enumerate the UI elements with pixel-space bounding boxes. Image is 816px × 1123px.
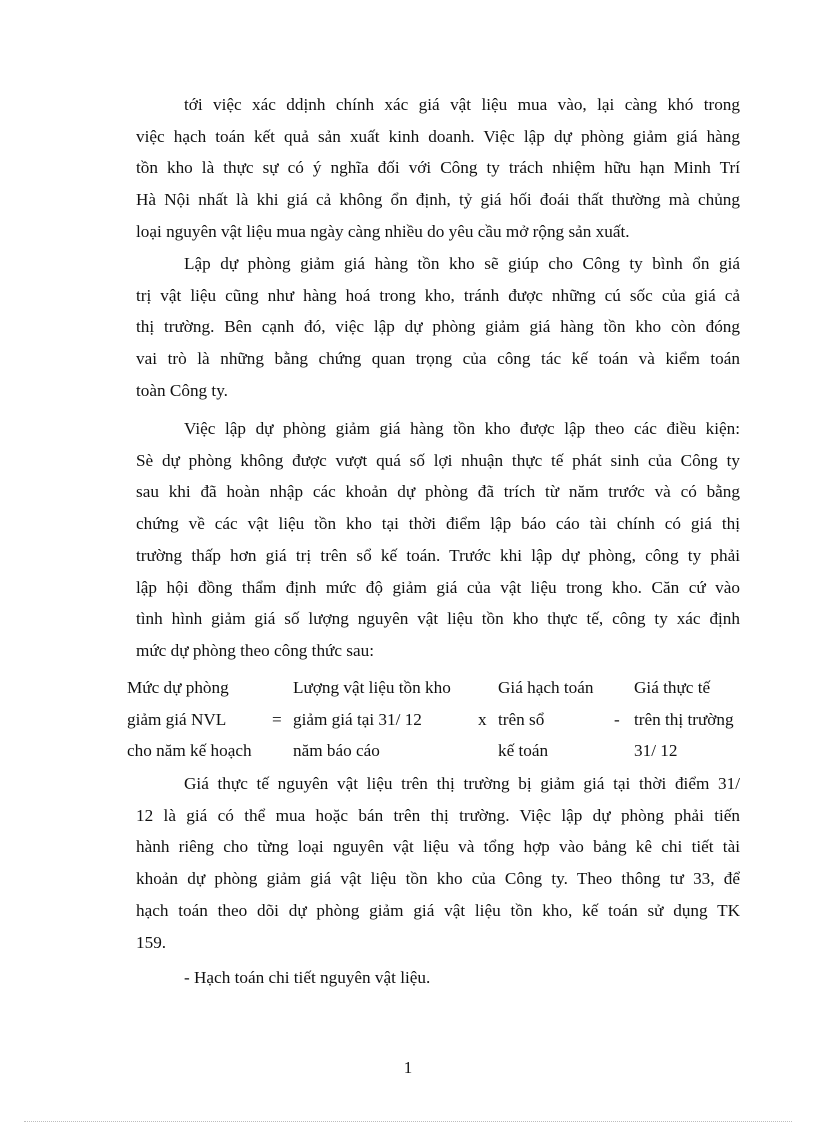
text-line: trị vật liệu cũng như hàng hoá trong kho, tránh được những cú sốc của giá cả (136, 285, 740, 305)
text-line: hành riêng cho từng loại nguyên vật liệu và tổng hợp vào bảng kê chi tiết tài (136, 837, 740, 857)
formula-term3-line: trên thị trường (634, 709, 734, 729)
paragraph-3 (136, 413, 740, 667)
text-line: Hà Nội nhất là khi giá cả không ổn định, tỷ giá hối đoái thất thường mà chủng (136, 190, 740, 210)
text-line: loại nguyên vật liệu mua ngày càng nhiều do yêu cầu mở rộng sản xuất. (136, 221, 630, 241)
text-line: lập hội đồng thẩm định mức độ giảm giá của vật liệu trong kho. Căn cứ vào (136, 577, 740, 597)
text-line: chứng về các vật liệu tồn kho tại thời điểm lập báo cáo tài chính có giá thị (136, 514, 740, 534)
text-line: 12 là giá có thể mua hoặc bán trên thị trường. Việc lập dự phòng phải tiến (136, 805, 740, 825)
text-line: sau khi đã hoàn nhập các khoản dự phòng đã trích từ năm trước và có bằng (136, 482, 740, 502)
text-line: Giá thực tế nguyên vật liệu trên thị trường bị giảm giá tại thời điểm 31/ (184, 774, 740, 793)
text-line: tồn kho là thực sự có ý nghĩa đối với Công ty trách nhiệm hữu hạn Minh Trí (136, 158, 740, 178)
formula-term3-line: Giá thực tế (634, 678, 711, 697)
text-line: Lập dự phòng giảm giá hàng tồn kho sẽ giúp cho Công ty bình ổn giá (184, 254, 740, 273)
formula-term1-line: năm báo cáo (293, 741, 380, 761)
formula-times-sign: x (478, 709, 487, 729)
paragraph-1 (136, 89, 740, 248)
formula-term3-line: 31/ 12 (634, 741, 678, 761)
page-number: 1 (403, 1058, 413, 1077)
formula-lhs-line: Mức dự phòng (127, 678, 229, 697)
formula-minus-sign: - (614, 709, 620, 729)
text-line: việc hạch toán kết quả sản xuất kinh doanh. Việc lập dự phòng giảm giá hàng (136, 126, 740, 146)
paragraph-5 (136, 962, 740, 994)
formula-lhs-line: cho năm kế hoạch (127, 741, 252, 761)
paragraph-2 (136, 248, 740, 407)
formula-term2-line: Giá hạch toán (498, 678, 594, 697)
formula-term1-line: giảm giá tại 31/ 12 (293, 709, 422, 729)
text-line: tới việc xác ddịnh chính xác giá vật liệu mua vào, lại càng khó trong (184, 95, 740, 114)
text-line: Việc lập dự phòng giảm giá hàng tồn kho được lập theo các điều kiện: (184, 419, 740, 438)
text-line: Sè dự phòng không được vượt quá số lợi nhuận thực tế phát sinh của Công ty (136, 450, 740, 470)
formula-lhs-line: giảm giá NVL (127, 709, 227, 729)
paragraph-4 (136, 768, 740, 958)
text-line: khoản dự phòng giảm giá vật liệu tồn kho của Công ty. Theo thông tư 33, để (136, 869, 740, 889)
text-line: mức dự phòng theo công thức sau: (136, 640, 374, 660)
text-line: tình hình giảm giá số lượng nguyên vật liệu tồn kho thực tế, công ty xác định (136, 609, 740, 629)
page-bottom-rule (24, 1121, 792, 1122)
formula-term2-line: trên sổ (498, 709, 545, 729)
text-line: toàn Công ty. (136, 380, 228, 400)
formula-equals-sign: = (272, 709, 282, 729)
text-line: - Hạch toán chi tiết nguyên vật liệu. (184, 968, 431, 987)
formula-term1-line: Lượng vật liệu tồn kho (293, 678, 451, 697)
text-line: trường thấp hơn giá trị trên sổ kế toán. Trước khi lập dự phòng, công ty phải (136, 545, 740, 565)
text-line: thị trường. Bên cạnh đó, việc lập dự phòng giảm giá hàng tồn kho còn đóng (136, 317, 740, 337)
text-line: hạch toán theo dõi dự phòng giảm giá vật liệu tồn kho, kế toán sử dụng TK (136, 900, 740, 920)
formula-term2-line: kế toán (498, 741, 549, 761)
text-line: vai trò là những bằng chứng quan trọng của công tác kế toán và kiểm toán (136, 349, 740, 369)
text-line: 159. (136, 932, 167, 952)
